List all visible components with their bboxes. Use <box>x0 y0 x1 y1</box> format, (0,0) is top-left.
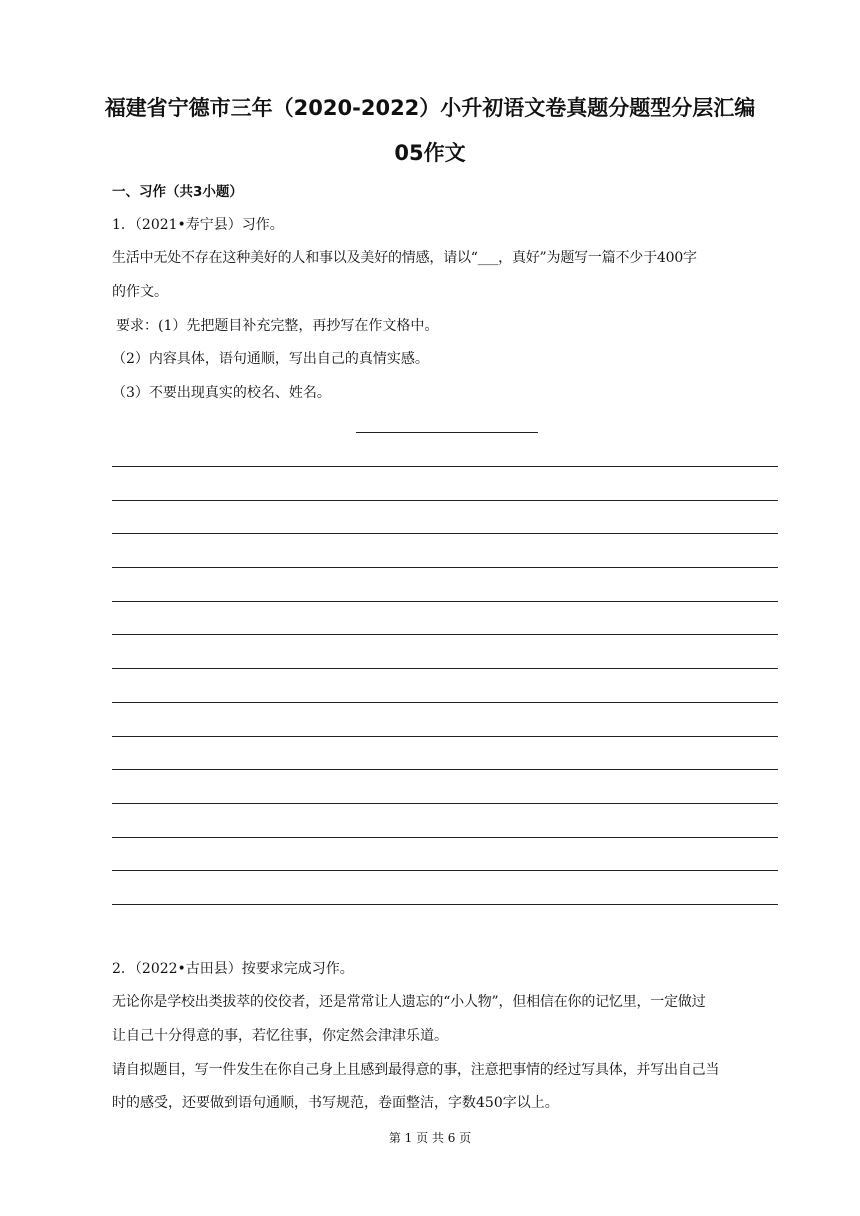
section-heading: 一、习作（共3小题） <box>112 184 243 200</box>
writing-line <box>112 803 778 804</box>
writing-line <box>112 904 778 905</box>
writing-line <box>112 466 778 467</box>
writing-line <box>112 567 778 568</box>
question-2-header: 2．（2022•古田县）按要求完成习作。 <box>112 961 354 977</box>
question-2-paragraph-1-line1: 无论你是学校出类拔萃的佼佼者，还是常常让人遗忘的“小人物”，但相信在你的记忆里，一定做过 <box>112 994 706 1010</box>
essay-title-blank <box>356 432 538 433</box>
question-1-prompt-line1: 生活中无处不存在这种美好的人和事以及美好的情感，请以“___，真好”为题写一篇不少于400字 <box>112 250 697 266</box>
question-1-requirement-1: 要求：(1）先把题目补充完整，再抄写在作文格中。 <box>116 318 439 334</box>
writing-line <box>112 634 778 635</box>
question-1-prompt-line2: 的作文。 <box>112 284 168 300</box>
writing-line <box>112 702 778 703</box>
writing-lines <box>112 466 778 938</box>
question-1-header: 1．（2021•寿宁县）习作。 <box>112 217 284 233</box>
writing-line <box>112 533 778 534</box>
question-2-paragraph-2-line1: 请自拟题目，写一件发生在你自己身上且感到最得意的事，注意把事情的经过写具体，并写出自己当 <box>112 1062 720 1078</box>
page-footer: 第 1 页 共 6 页 <box>388 1131 472 1145</box>
writing-line <box>112 500 778 501</box>
writing-line <box>112 601 778 602</box>
question-1-requirement-2: （2）内容具体，语句通顺，写出自己的真情实感。 <box>112 351 429 367</box>
question-2-paragraph-2-line2: 时的感受，还要做到语句通顺，书写规范，卷面整洁，字数450字以上。 <box>112 1095 559 1111</box>
question-2-paragraph-1-line2: 让自己十分得意的事，若忆往事，你定然会津津乐道。 <box>112 1028 448 1044</box>
writing-line <box>112 837 778 838</box>
writing-line <box>112 668 778 669</box>
writing-line <box>112 736 778 737</box>
question-1-requirement-3: （3）不要出现真实的校名、姓名。 <box>112 385 331 401</box>
writing-line <box>112 769 778 770</box>
document-title-line1: 福建省宁德市三年（2020-2022）小升初语文卷真题分题型分层汇编 <box>104 96 756 120</box>
writing-line <box>112 870 778 871</box>
document-title-line2: 05作文 <box>394 141 466 165</box>
